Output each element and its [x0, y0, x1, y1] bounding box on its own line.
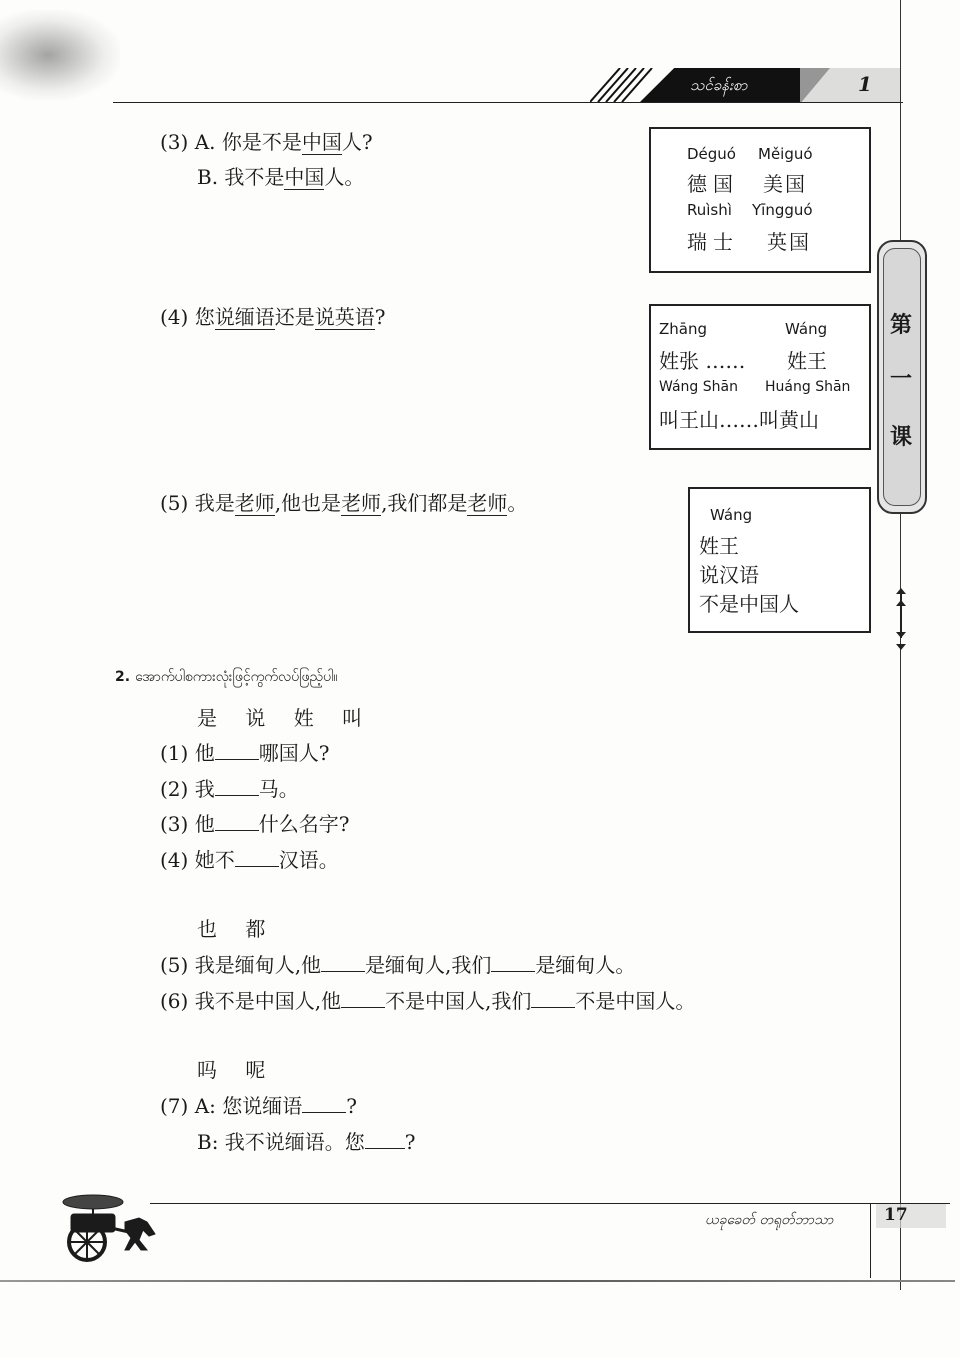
- ex1-q4-line: [160, 301, 385, 330]
- box2-chars-2: 叫王山……叫黄山: [659, 408, 819, 432]
- box1-pinyin-2a: Ruìshì: [687, 201, 732, 219]
- footer-book-title: ယခုခေတ် တရုတ်ဘာသာ: [705, 1212, 834, 1228]
- fill-blank[interactable]: [365, 1130, 405, 1149]
- ex1-q5-underlined-1: 老师: [234, 491, 275, 515]
- box3-line-2: 说汉语: [699, 563, 759, 587]
- fill-blank[interactable]: [321, 953, 365, 972]
- ex1-q5-line: [160, 487, 527, 516]
- ex2-item-p1: 我不是中国人,他: [194, 989, 342, 1013]
- lesson-tab-char-2: 一: [890, 366, 913, 392]
- ex1-q5-p2: ,他也是: [274, 491, 342, 515]
- ex1-q5-p1: 我是: [194, 491, 235, 515]
- box1-pinyin-1a: Déguó: [687, 145, 736, 163]
- arrow-marks-icon: [895, 588, 907, 652]
- ex2-item7-b-pre: 我不说缅语。您: [224, 1130, 365, 1154]
- ex2-instruction: အောက်ပါစကားလုံးဖြင့်ကွက်လပ်ဖြည့်ပါ။: [135, 669, 338, 685]
- box1-pinyin-1b: Měiguó: [758, 145, 813, 163]
- ex2-item-post: 哪国人?: [258, 741, 330, 765]
- ex1-q3-b-underlined: 中国: [284, 165, 325, 189]
- ex2-item-post: 马。: [258, 777, 299, 801]
- ex1-q5-p3: ,我们都是: [381, 491, 468, 515]
- ex2-item-num: (5): [160, 953, 189, 977]
- ex1-q3-b-label: B.: [197, 165, 219, 189]
- ex2-item-num: (1): [160, 741, 189, 765]
- chapter-label: သင်ခန်းစာ: [690, 76, 748, 94]
- box2-pinyin-2a: Wáng Shān: [659, 379, 738, 395]
- fill-blank[interactable]: [215, 741, 259, 760]
- ex2-item-7-a: [160, 1090, 357, 1119]
- header-rule: [113, 102, 903, 103]
- ex2-item-p2: 是缅甸人,我们: [365, 953, 492, 977]
- fill-blank[interactable]: [531, 989, 575, 1008]
- ex1-q3-a-post: 人?: [341, 130, 373, 154]
- ex2-item-num: (4): [160, 848, 189, 872]
- ex2-item-pre: 他: [194, 812, 215, 836]
- ex2-item-4: [160, 844, 339, 873]
- ex1-q3-line-b: [197, 161, 364, 190]
- ex2-item-p3: 不是中国人。: [575, 989, 696, 1013]
- arrow-marks: [895, 588, 907, 656]
- fill-blank[interactable]: [302, 1094, 346, 1113]
- box1-chars-1b: 美国: [763, 172, 807, 196]
- ex2-item-1: [160, 737, 329, 766]
- ex1-q4-num: (4): [160, 305, 189, 329]
- box3-pinyin: Wáng: [710, 506, 753, 524]
- box2-chars-1b: 姓王: [787, 349, 827, 373]
- ex2-item-num: (2): [160, 777, 189, 801]
- ex1-q5-underlined-3: 老师: [467, 491, 508, 515]
- ex2-item-3: [160, 808, 349, 837]
- ex2-item-p2: 不是中国人,我们: [385, 989, 532, 1013]
- ex2-item7-b-post: ?: [404, 1130, 416, 1154]
- lesson-tab-char-3: 课: [890, 424, 913, 450]
- word-bank-1-item: 是: [197, 706, 217, 730]
- ex2-item7-a-post: ?: [346, 1094, 357, 1118]
- ex2-item-post: 汉语。: [278, 848, 339, 872]
- ex1-q5-num: (5): [160, 491, 189, 515]
- box2-chars-1a: 姓张 ……: [659, 349, 746, 373]
- word-bank-3-item: 呢: [245, 1058, 266, 1082]
- chapter-number-bg: [800, 68, 900, 102]
- word-bank-2: [197, 913, 265, 942]
- ex1-q3-a-pre: 你是不是: [221, 130, 302, 154]
- lesson-tab-char-1: 第: [890, 312, 913, 338]
- ex1-q3-line-a: [160, 126, 373, 155]
- fill-blank[interactable]: [215, 812, 259, 831]
- box2-pinyin-1b: Wáng: [785, 320, 828, 338]
- footer-page-number: 17: [884, 1205, 908, 1225]
- ex1-q3-a-label: A.: [194, 130, 216, 154]
- ex2-item-5: [160, 949, 635, 978]
- footer-divider: [870, 1203, 871, 1278]
- ex2-item7-a-label: A:: [194, 1094, 216, 1118]
- box1-chars-1a: 德国: [687, 172, 739, 196]
- ex1-q4-underlined-1: 说缅语: [214, 305, 275, 329]
- box1-chars-2a: 瑞士: [687, 230, 739, 254]
- ex2-item-num: (7): [160, 1094, 189, 1118]
- ex2-item-pre: 他: [194, 741, 215, 765]
- box1-chars-2b: 英国: [767, 230, 811, 254]
- scan-smudge: [0, 10, 120, 100]
- box1-pinyin-2b: Yīngguó: [752, 201, 813, 219]
- word-bank-3: [197, 1054, 265, 1083]
- ex2-item-p1: 我是缅甸人,他: [194, 953, 322, 977]
- ex2-heading: [115, 666, 338, 688]
- box3-line-1: 姓王: [699, 534, 739, 558]
- ex1-q5-p4: 。: [507, 491, 528, 515]
- box2-pinyin-1a: Zhāng: [659, 320, 708, 338]
- word-bank-2-item: 也: [197, 917, 217, 941]
- ex1-q4-mid: 还是: [274, 305, 315, 329]
- ex2-item-7-b: [197, 1126, 416, 1155]
- ex2-item-post: 什么名字?: [258, 812, 350, 836]
- fill-blank[interactable]: [215, 777, 259, 796]
- chariot-icon: [55, 1192, 160, 1264]
- ex2-item-p3: 是缅甸人。: [535, 953, 636, 977]
- ex1-q5-underlined-2: 老师: [341, 491, 382, 515]
- ex2-item7-a-pre: 您说缅语: [222, 1094, 303, 1118]
- word-bank-1-item: 姓: [293, 706, 314, 730]
- word-bank-1-item: 说: [245, 706, 266, 730]
- word-bank-1-item: 叫: [342, 706, 363, 730]
- fill-blank[interactable]: [491, 953, 535, 972]
- word-bank-3-item: 吗: [197, 1058, 217, 1082]
- fill-blank[interactable]: [341, 989, 385, 1008]
- ex1-q3-num: (3): [160, 130, 189, 154]
- ex2-item-num: (6): [160, 989, 189, 1013]
- ex2-item-pre: 她不: [194, 848, 235, 872]
- ex1-q3-b-post: 人。: [324, 165, 365, 189]
- bottom-edge-line: [0, 1280, 955, 1282]
- ex1-q4-pre: 您: [194, 305, 215, 329]
- ex2-item7-b-label: B:: [197, 1130, 219, 1154]
- ex2-item-6: [160, 985, 695, 1014]
- ex1-q3-a-underlined: 中国: [301, 130, 342, 154]
- chapter-number: 1: [858, 72, 872, 96]
- ex1-q4-post: ?: [374, 305, 386, 329]
- ex2-item-num: (3): [160, 812, 189, 836]
- word-bank-1: [197, 702, 362, 731]
- chariot-logo: [55, 1192, 160, 1268]
- word-bank-2-item: 都: [245, 917, 266, 941]
- footer-rule: [150, 1203, 950, 1204]
- ex2-item-pre: 我: [194, 777, 215, 801]
- fill-blank[interactable]: [235, 848, 279, 867]
- ex2-item-2: [160, 773, 299, 802]
- ex1-q3-b-pre: 我不是: [224, 165, 285, 189]
- ex1-q4-underlined-2: 说英语: [314, 305, 375, 329]
- box3-line-3: 不是中国人: [699, 592, 799, 616]
- box2-pinyin-2b: Huáng Shān: [765, 379, 851, 395]
- ex2-num: 2.: [115, 669, 131, 685]
